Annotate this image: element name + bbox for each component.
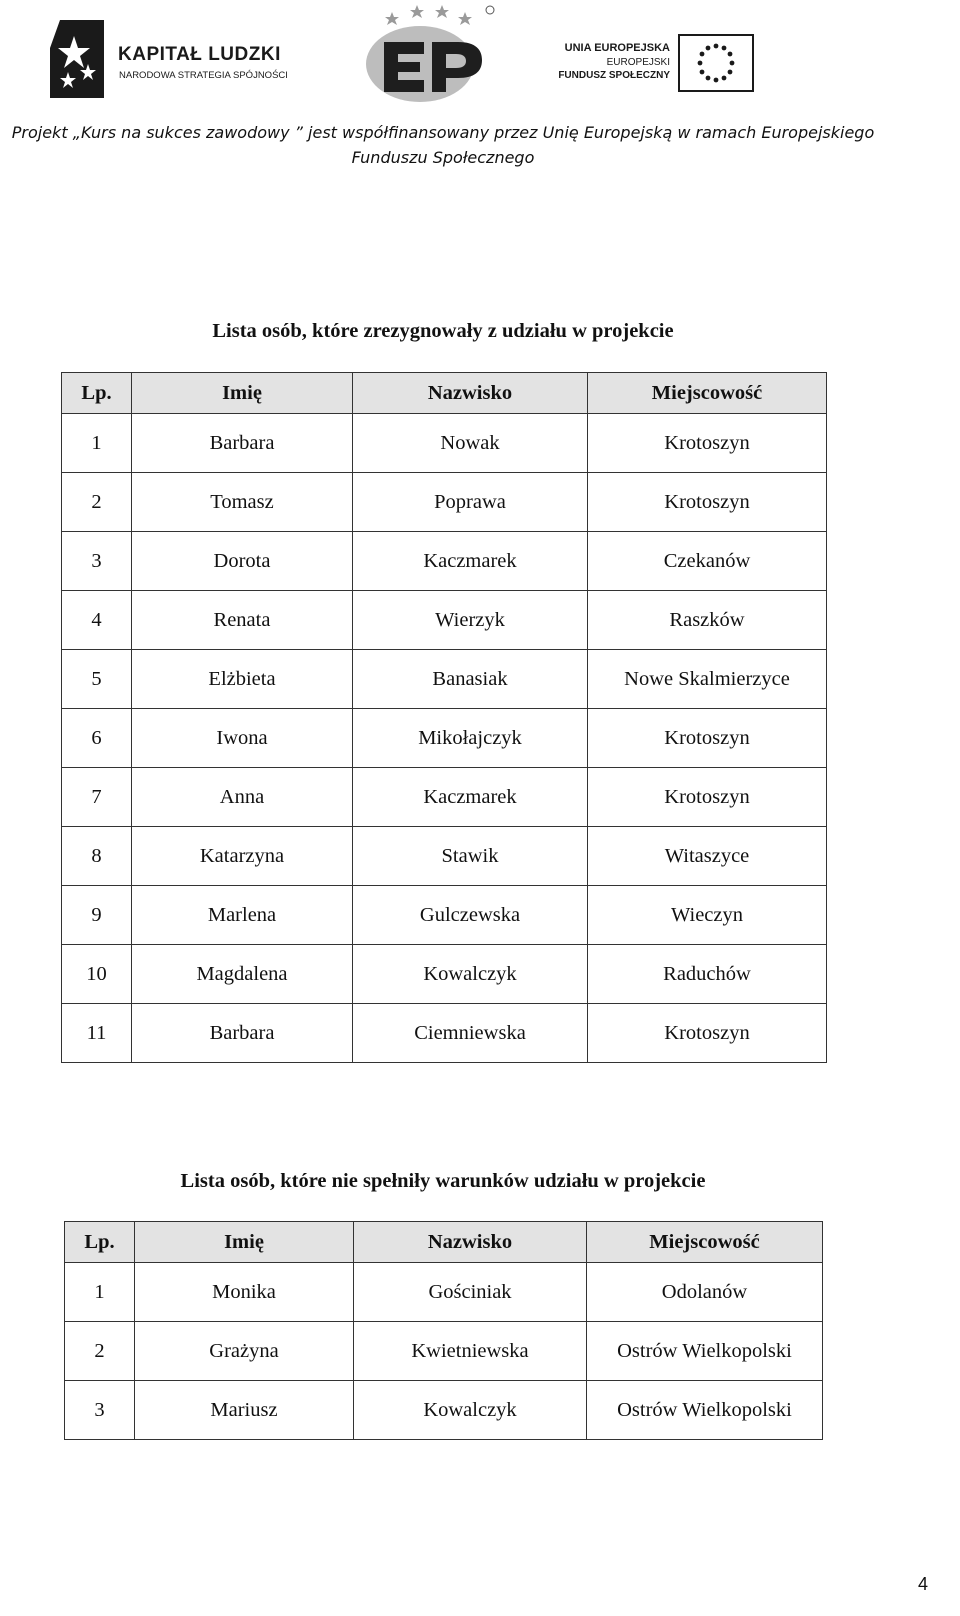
header-lp: Lp.: [62, 373, 132, 414]
project-line-2: Funduszu Społecznego: [351, 148, 535, 167]
cell-lp: 3: [65, 1381, 135, 1440]
header-miejscowosc: Miejscowość: [588, 373, 827, 414]
cell-imie: Elżbieta: [132, 650, 353, 709]
cell-lp: 10: [62, 945, 132, 1004]
table-header-row: [65, 1222, 823, 1263]
table-row: [62, 768, 827, 827]
table-row: [65, 1381, 823, 1440]
cell-imie: Mariusz: [135, 1381, 354, 1440]
kapital-ludzki-emblem-icon: [48, 18, 104, 100]
eu-flag-icon: [678, 34, 754, 92]
ue-line-1: UNIA EUROPEJSKA: [564, 42, 670, 54]
header-lp: Lp.: [65, 1222, 135, 1263]
cell-miejscowosc: Ostrów Wielkopolski: [587, 1322, 823, 1381]
cell-imie: Monika: [135, 1263, 354, 1322]
cell-lp: 5: [62, 650, 132, 709]
table-row: [62, 709, 827, 768]
project-line-1: Projekt „Kurs na sukces zawodowy ” jest współfinansowany przez Unię Europejską w ramach Europejskiego: [11, 123, 875, 142]
header-nazwisko: Nazwisko: [354, 1222, 587, 1263]
table-row: [65, 1322, 823, 1381]
table-row: [65, 1263, 823, 1322]
table-row: [62, 827, 827, 886]
cell-lp: 1: [65, 1263, 135, 1322]
cell-lp: 2: [65, 1322, 135, 1381]
cell-lp: 7: [62, 768, 132, 827]
cell-lp: 4: [62, 591, 132, 650]
cell-nazwisko: Kowalczyk: [353, 945, 588, 1004]
cell-miejscowosc: Witaszyce: [588, 827, 827, 886]
header-imie: Imię: [132, 373, 353, 414]
cell-nazwisko: Ciemniewska: [353, 1004, 588, 1063]
cell-miejscowosc: Nowe Skalmierzyce: [588, 650, 827, 709]
cell-miejscowosc: Krotoszyn: [588, 1004, 827, 1063]
cell-nazwisko: Kaczmarek: [353, 532, 588, 591]
cell-miejscowosc: Ostrów Wielkopolski: [587, 1381, 823, 1440]
kapital-ludzki-logo: [48, 18, 308, 100]
section-title-resigned: Lista osób, które zrezygnowały z udziału w projekcie: [212, 320, 674, 342]
cell-miejscowosc: Czekanów: [588, 532, 827, 591]
table-row: [62, 945, 827, 1004]
table-header-row: [62, 373, 827, 414]
ue-line-2: EUROPEJSKI: [606, 57, 670, 68]
cell-miejscowosc: Krotoszyn: [588, 709, 827, 768]
section-title-not-qualified: Lista osób, które nie spełniły warunków udziału w projekcie: [180, 1170, 706, 1192]
project-funding-note: [0, 120, 886, 170]
cell-miejscowosc: Krotoszyn: [588, 768, 827, 827]
cell-lp: 8: [62, 827, 132, 886]
cell-nazwisko: Kaczmarek: [353, 768, 588, 827]
kapital-ludzki-title: KAPITAŁ LUDZKI: [118, 44, 281, 65]
cell-imie: Katarzyna: [132, 827, 353, 886]
ep-emblem-icon: [362, 2, 497, 102]
cell-nazwisko: Stawik: [353, 827, 588, 886]
cell-miejscowosc: Krotoszyn: [588, 414, 827, 473]
cell-lp: 9: [62, 886, 132, 945]
header-miejscowosc: Miejscowość: [587, 1222, 823, 1263]
cell-lp: 2: [62, 473, 132, 532]
header-imie: Imię: [135, 1222, 354, 1263]
cell-imie: Barbara: [132, 414, 353, 473]
cell-lp: 11: [62, 1004, 132, 1063]
cell-nazwisko: Gulczewska: [353, 886, 588, 945]
cell-miejscowosc: Wieczyn: [588, 886, 827, 945]
cell-lp: 6: [62, 709, 132, 768]
cell-nazwisko: Poprawa: [353, 473, 588, 532]
table-row: [62, 650, 827, 709]
cell-nazwisko: Kowalczyk: [354, 1381, 587, 1440]
cell-imie: Iwona: [132, 709, 353, 768]
page-number: 4: [917, 1574, 928, 1594]
cell-imie: Anna: [132, 768, 353, 827]
cell-nazwisko: Kwietniewska: [354, 1322, 587, 1381]
cell-imie: Magdalena: [132, 945, 353, 1004]
table-row: [62, 532, 827, 591]
cell-miejscowosc: Krotoszyn: [588, 473, 827, 532]
cell-imie: Grażyna: [135, 1322, 354, 1381]
table-row: [62, 886, 827, 945]
cell-imie: Barbara: [132, 1004, 353, 1063]
cell-lp: 3: [62, 532, 132, 591]
ue-line-3: FUNDUSZ SPOŁECZNY: [558, 70, 670, 81]
resigned-table: [61, 372, 827, 1063]
header-nazwisko: Nazwisko: [353, 373, 588, 414]
table-row: [62, 591, 827, 650]
cell-imie: Dorota: [132, 532, 353, 591]
cell-imie: Tomasz: [132, 473, 353, 532]
cell-imie: Renata: [132, 591, 353, 650]
table-row: [62, 1004, 827, 1063]
table-row: [62, 414, 827, 473]
cell-nazwisko: Gościniak: [354, 1263, 587, 1322]
cell-nazwisko: Mikołajczyk: [353, 709, 588, 768]
cell-imie: Marlena: [132, 886, 353, 945]
unia-europejska-logo: [560, 34, 760, 96]
cell-nazwisko: Banasiak: [353, 650, 588, 709]
cell-miejscowosc: Raszków: [588, 591, 827, 650]
not-qualified-table: [64, 1221, 823, 1440]
kapital-ludzki-subtitle: NARODOWA STRATEGIA SPÓJNOŚCI: [119, 70, 288, 81]
cell-lp: 1: [62, 414, 132, 473]
cell-miejscowosc: Raduchów: [588, 945, 827, 1004]
cell-nazwisko: Nowak: [353, 414, 588, 473]
ep-logo: [362, 2, 497, 102]
cell-nazwisko: Wierzyk: [353, 591, 588, 650]
cell-miejscowosc: Odolanów: [587, 1263, 823, 1322]
table-row: [62, 473, 827, 532]
